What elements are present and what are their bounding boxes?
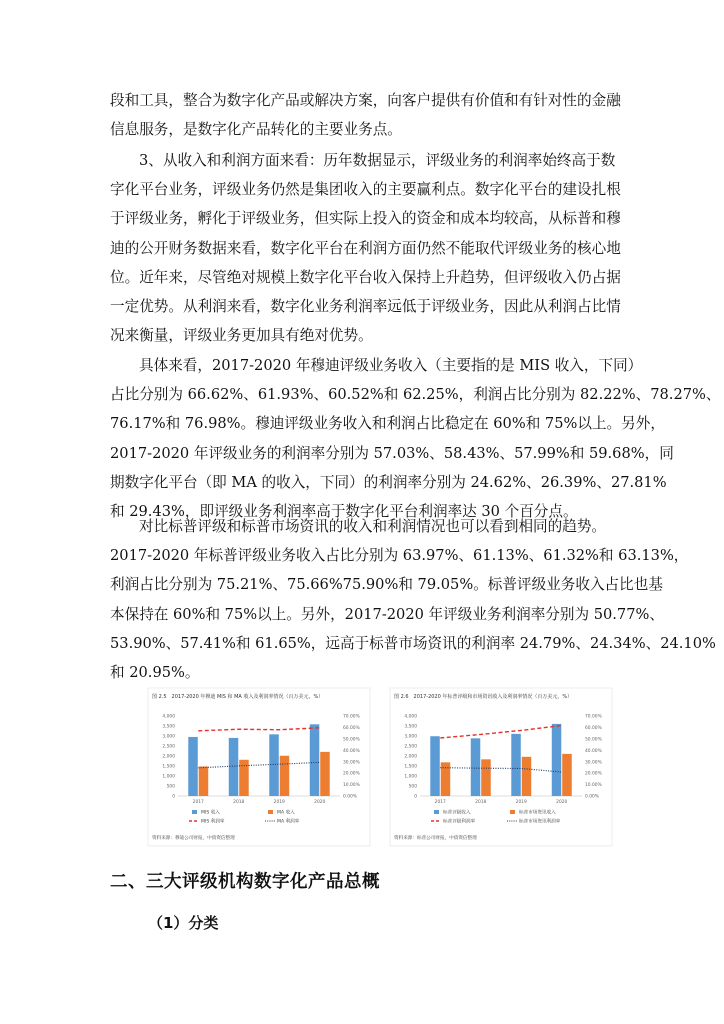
text-line: 一定优势。从利润来看，数字化业务利润率远低于评级业务，因此从利润占比情 <box>110 298 621 316</box>
legend-label: 标普市场资讯收入 <box>519 810 556 816</box>
legend-swatch <box>434 810 439 814</box>
legend-label: MIS 利润率 <box>201 819 225 825</box>
y-tick-label: 500 <box>408 784 417 790</box>
y-tick-label: 3,000 <box>162 734 175 740</box>
text-line: 期数字化平台（即 MA 的收入，下同）的利润率分别为 24.62%、26.39%、27.81% <box>110 473 667 491</box>
y-tick-label: 1,500 <box>162 764 175 770</box>
bar <box>562 754 572 796</box>
bar <box>471 738 481 796</box>
text-line: 2017-2020 年评级业务的利润率分别为 57.03%、58.43%、57.99%和 59.68%，同 <box>110 444 674 462</box>
legend-label: MA 收入 <box>277 810 295 816</box>
legend-label: 标普评级收入 <box>443 810 471 816</box>
bar <box>511 734 521 796</box>
paragraph-0 <box>110 86 630 144</box>
legend-swatch <box>510 810 515 814</box>
bar <box>199 766 209 796</box>
y-tick-label: 500 <box>166 784 175 790</box>
x-tick-label: 2020 <box>314 800 326 805</box>
text-line: 信息服务，是数字化产品转化的主要业务点。 <box>110 121 402 139</box>
x-tick-label: 2017 <box>434 800 446 805</box>
chart-frame <box>390 688 612 846</box>
x-tick-label: 2019 <box>515 800 527 805</box>
y2-tick-label: 0.00% <box>343 794 357 800</box>
y2-tick-label: 30.00% <box>343 760 360 766</box>
text-line: 段和工具，整合为数字化产品或解决方案，向客户提供有价值和有针对性的金融 <box>110 92 621 109</box>
y-tick-label: 0 <box>414 794 417 800</box>
y2-tick-label: 60.00% <box>343 726 360 732</box>
bar <box>320 752 330 796</box>
chart-title: 图 2.5 2017-2020 年穆迪 MIS 和 MA 收入及利润率情况（百万美元，%） <box>152 694 324 700</box>
y2-tick-label: 10.00% <box>585 783 602 789</box>
y2-tick-label: 70.00% <box>343 714 360 720</box>
x-tick-label: 2018 <box>475 800 487 805</box>
chart-moodys-svg <box>148 688 370 846</box>
bar <box>522 757 532 796</box>
y-tick-label: 1,500 <box>404 764 417 770</box>
legend-label: 标普市场资讯利润率 <box>519 819 561 825</box>
text-line: 对比标普评级和标普市场资讯的收入和利润情况也可以看到相同的趋势。 <box>139 518 607 535</box>
y-tick-label: 2,000 <box>404 754 417 760</box>
y2-tick-label: 50.00% <box>585 737 602 743</box>
legend-swatch <box>192 810 197 814</box>
y-tick-label: 3,000 <box>404 734 417 740</box>
legend-label: MA 利润率 <box>277 819 300 825</box>
y2-tick-label: 20.00% <box>585 771 602 777</box>
legend-label: 标普评级利润率 <box>443 819 476 825</box>
text-line: 利润占比分别为 75.21%、75.66%75.90%和 79.05%。标普评级业务收入占比也基 <box>110 576 663 594</box>
chart-moodys <box>148 688 370 846</box>
bar <box>430 736 440 796</box>
legend-label: MIS 收入 <box>201 810 220 816</box>
text-line: 具体来看，2017-2020 年穆迪评级业务收入（主要指的是 MIS 收入，下同） <box>139 357 643 374</box>
y-tick-label: 1,000 <box>162 774 175 780</box>
chart-source: 资料来源：穆迪公司财报，中债资信整理 <box>152 836 235 841</box>
x-tick-label: 2018 <box>233 800 245 805</box>
y-tick-label: 4,000 <box>162 714 175 720</box>
text-line: 和 29.43%，即评级业务利润率高于数字化平台利润率达 30 个百分点。 <box>110 503 578 521</box>
bar <box>229 738 239 796</box>
paragraph-1 <box>110 146 630 350</box>
text-line: 于评级业务，孵化于评级业务，但实际上投入的资金和成本均较高，从标普和穆 <box>110 210 621 228</box>
text-line: 迪的公开财务数据来看，数字化平台在利润方面仍然不能取代评级业务的核心地 <box>110 239 621 257</box>
section-heading: 二、三大评级机构数字化产品总概 <box>110 872 380 892</box>
bar <box>280 756 290 796</box>
y-tick-label: 0 <box>172 794 175 800</box>
y2-tick-label: 70.00% <box>585 714 602 720</box>
chart-source: 资料来源：标普公司财报，中债资信整理 <box>394 836 477 841</box>
bar <box>310 724 320 796</box>
text-line: 3、从收入和利润方面来看：历年数据显示，评级业务的利润率始终高于数 <box>139 152 616 169</box>
paragraph-3 <box>110 512 716 687</box>
y-tick-label: 3,500 <box>404 724 417 730</box>
y-tick-label: 2,000 <box>162 754 175 760</box>
x-tick-label: 2017 <box>192 800 204 805</box>
y2-tick-label: 60.00% <box>585 726 602 732</box>
text-line: 位。近年来，尽管绝对规模上数字化平台收入保持上升趋势，但评级收入仍占据 <box>110 268 621 286</box>
chart-sp-svg <box>390 688 612 846</box>
y-tick-label: 2,500 <box>404 744 417 750</box>
y-tick-label: 4,000 <box>404 714 417 720</box>
text-line: 和 20.95%。 <box>110 664 200 682</box>
bar <box>188 737 198 796</box>
y2-tick-label: 30.00% <box>585 760 602 766</box>
subsection-heading: （1）分类 <box>148 914 219 932</box>
y2-tick-label: 50.00% <box>343 737 360 743</box>
y2-tick-label: 20.00% <box>343 771 360 777</box>
bar <box>269 734 279 796</box>
paragraph-2 <box>110 351 721 526</box>
chart-sp <box>390 688 612 846</box>
y-tick-label: 1,000 <box>404 774 417 780</box>
y-tick-label: 3,500 <box>162 724 175 730</box>
text-line: 况来衡量，评级业务更加具有绝对优势。 <box>110 327 373 345</box>
x-tick-label: 2020 <box>556 800 568 805</box>
y2-tick-label: 40.00% <box>343 748 360 754</box>
chart-title: 图 2.6 2017-2020 年标普评级和市场资讯收入及利润率情况（百万美元，%） <box>394 694 573 700</box>
text-line: 53.90%、57.41%和 61.65%，远高于标普市场资讯的利润率 24.79%、24.34%、24.10% <box>110 634 716 652</box>
y2-tick-label: 10.00% <box>343 783 360 789</box>
text-line: 2017-2020 年标普评级业务收入占比分别为 63.97%、61.13%、61.32%和 63.13%， <box>110 547 689 565</box>
text-line: 本保持在 60%和 75%以上。另外，2017-2020 年评级业务利润率分别为 50.77%、 <box>110 605 664 623</box>
text-line: 占比分别为 66.62%、61.93%、60.52%和 62.25%，利润占比分别为 82.22%、78.27%、 <box>110 386 721 404</box>
bar <box>552 724 562 796</box>
text-line: 字化平台业务，评级业务仍然是集团收入的主要赢利点。数字化平台的建设扎根 <box>110 181 621 199</box>
y-tick-label: 2,500 <box>162 744 175 750</box>
y2-tick-label: 0.00% <box>585 794 599 800</box>
x-tick-label: 2019 <box>273 800 285 805</box>
text-line: 76.17%和 76.98%。穆迪评级业务收入和利润占比稳定在 60%和 75%以上。另外， <box>110 415 665 433</box>
bar <box>481 759 491 796</box>
chart-frame <box>148 688 370 846</box>
legend-swatch <box>268 810 273 814</box>
y2-tick-label: 40.00% <box>585 748 602 754</box>
